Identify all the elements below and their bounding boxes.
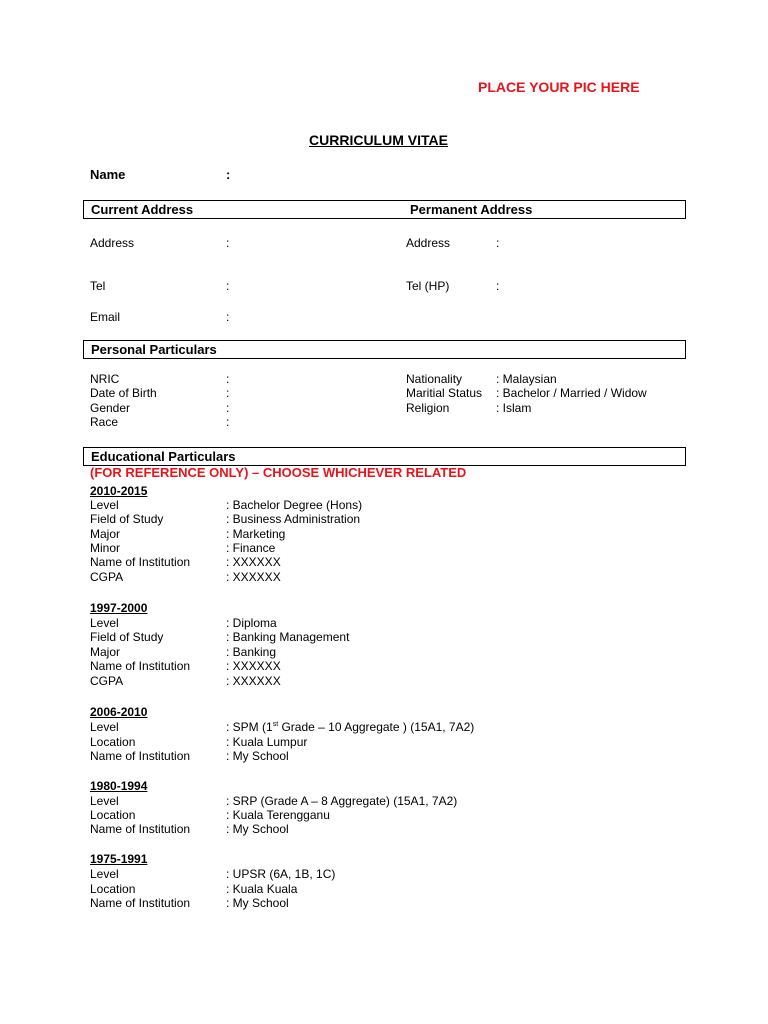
- edu-row-value: : Bachelor Degree (Hons): [226, 498, 363, 512]
- edu-row-label: Field of Study: [90, 512, 164, 526]
- edu-row-label: Level: [90, 616, 119, 630]
- edu-row-value: : SRP (Grade A – 8 Aggregate) (15A1, 7A2): [226, 794, 458, 808]
- current-email-label: Email: [90, 310, 121, 324]
- edu-row-value: : Finance: [226, 541, 276, 555]
- current-tel-label: Tel: [90, 279, 106, 293]
- ordinal-superscript: st: [272, 721, 279, 728]
- dob-value: :: [226, 386, 230, 400]
- edu-row-value: [226, 720, 474, 734]
- current-address-value: :: [226, 236, 230, 250]
- personal-section-header: [83, 340, 686, 359]
- edu-row-value: : Kuala Lumpur: [226, 735, 308, 749]
- race-value: :: [226, 415, 230, 429]
- photo-placeholder-note: PLACE YOUR PIC HERE: [478, 79, 640, 95]
- current-email-value: :: [226, 310, 230, 324]
- edu-row-value: : Business Administration: [226, 512, 361, 526]
- current-address-heading: Current Address: [91, 202, 194, 217]
- edu-row-label: Level: [90, 720, 119, 734]
- edu-row-label: Location: [90, 808, 136, 822]
- address-section-header: [83, 200, 686, 219]
- edu-row-value: : XXXXXX: [226, 674, 281, 688]
- edu-row-value: : My School: [226, 896, 289, 910]
- marital-status-label: Maritial Status: [406, 386, 483, 400]
- education-period: 2006-2010: [90, 705, 148, 719]
- education-period: 1975-1991: [90, 852, 148, 866]
- edu-row-label: Location: [90, 882, 136, 896]
- edu-level-value-rest: Grade – 10 Aggregate ) (15A1, 7A2): [278, 720, 475, 734]
- edu-row-value: : XXXXXX: [226, 555, 281, 569]
- edu-row-value: : Kuala Kuala: [226, 882, 298, 896]
- education-period: 2010-2015: [90, 484, 148, 498]
- gender-label: Gender: [90, 401, 131, 415]
- edu-row-value: : XXXXXX: [226, 659, 281, 673]
- edu-row-label: Major: [90, 645, 121, 659]
- name-label: Name: [90, 167, 126, 182]
- edu-row-label: Name of Institution: [90, 822, 191, 836]
- edu-row-value: : Marketing: [226, 527, 286, 541]
- permanent-address-value: :: [496, 236, 500, 250]
- edu-row-label: Minor: [90, 541, 121, 555]
- education-reference-note: (FOR REFERENCE ONLY) – CHOOSE WHICHEVER RELATED: [90, 465, 467, 480]
- edu-row-label: Location: [90, 735, 136, 749]
- nationality-label: Nationality: [406, 372, 463, 386]
- education-section-header: [83, 447, 686, 466]
- current-tel-value: :: [226, 279, 230, 293]
- nationality-value: : Malaysian: [496, 372, 557, 386]
- name-colon: :: [226, 167, 231, 182]
- current-address-label: Address: [90, 236, 135, 250]
- edu-row-value: : Diploma: [226, 616, 277, 630]
- edu-row-value: : Kuala Terengganu: [226, 808, 330, 822]
- personal-heading: Personal Particulars: [91, 342, 217, 357]
- edu-row-label: Name of Institution: [90, 659, 191, 673]
- edu-row-label: Name of Institution: [90, 555, 191, 569]
- race-label: Race: [90, 415, 119, 429]
- edu-row-value: : Banking: [226, 645, 277, 659]
- permanent-tel-value: :: [496, 279, 500, 293]
- religion-label: Religion: [406, 401, 450, 415]
- edu-row-label: Level: [90, 498, 119, 512]
- edu-row-label: Major: [90, 527, 121, 541]
- nric-value: :: [226, 372, 230, 386]
- edu-row-label: Name of Institution: [90, 896, 191, 910]
- edu-row-value: : UPSR (6A, 1B, 1C): [226, 867, 336, 881]
- edu-row-label: CGPA: [90, 570, 124, 584]
- edu-row-value: : My School: [226, 749, 289, 763]
- education-period: 1980-1994: [90, 779, 148, 793]
- marital-status-value: : Bachelor / Married / Widow: [496, 386, 647, 400]
- edu-row-label: Level: [90, 794, 119, 808]
- permanent-address-heading: Permanent Address: [410, 202, 533, 217]
- permanent-address-label: Address: [406, 236, 451, 250]
- education-heading: Educational Particulars: [91, 449, 236, 464]
- gender-value: :: [226, 401, 230, 415]
- edu-row-label: Field of Study: [90, 630, 164, 644]
- religion-value: : Islam: [496, 401, 532, 415]
- edu-row-label: Name of Institution: [90, 749, 191, 763]
- edu-row-value: : Banking Management: [226, 630, 350, 644]
- edu-row-value: : XXXXXX: [226, 570, 281, 584]
- edu-level-value-main: : SPM (1: [226, 720, 273, 734]
- education-period: 1997-2000: [90, 601, 148, 615]
- dob-label: Date of Birth: [90, 386, 157, 400]
- nric-label: NRIC: [90, 372, 120, 386]
- edu-row-value: : My School: [226, 822, 289, 836]
- edu-row-label: CGPA: [90, 674, 124, 688]
- document-title: CURRICULUM VITAE: [309, 132, 448, 148]
- edu-row-label: Level: [90, 867, 119, 881]
- permanent-tel-label: Tel (HP): [406, 279, 450, 293]
